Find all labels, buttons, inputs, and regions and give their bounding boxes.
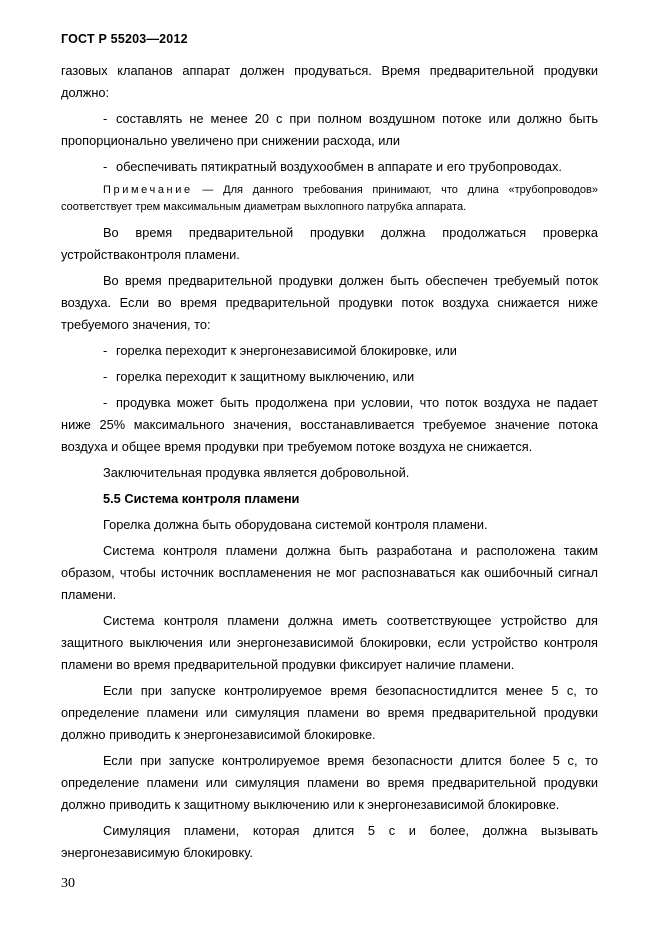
list-item-text: горелка переходит к защитному выключению, или bbox=[116, 369, 415, 384]
list-item-lockout bbox=[61, 340, 598, 362]
paragraph-intro-continuation: газовых клапанов аппарат должен продуваться. Время предварительной продувки должно: bbox=[61, 63, 598, 100]
page-number: 30 bbox=[61, 876, 75, 891]
paragraph-flame-check: Во время предварительной продувки должна продолжаться проверка устройстваконтроля пламени. bbox=[61, 225, 598, 262]
paragraph-s5: Если при запуске контролируемое время безопасности длится более 5 с, то определение пламени или симуляция пламени во время предварительной продувки должно приводить к защитному выключению или к энергонезависимой блокировке. bbox=[61, 753, 598, 812]
section-title: 5.5 Система контроля пламени bbox=[103, 491, 300, 506]
list-item-text: продувка может быть продолжена при условии, что поток воздуха не падает ниже 25% максимального значения, восстанавливается требуемое значение потока воздуха и общее время продувки при требуемом потоке воздуха не снижается. bbox=[61, 395, 598, 454]
list-item-text: обеспечивать пятикратный воздухообмен в аппарате и его трубопроводах. bbox=[116, 159, 562, 174]
list-item-text: составлять не менее 20 с при полном воздушном потоке или должно быть пропорционально увеличено при снижении расхода, или bbox=[61, 111, 598, 148]
list-dash: - bbox=[103, 111, 108, 126]
list-item-fivefold-exchange bbox=[61, 156, 598, 178]
paragraph-airflow: Во время предварительной продувки должен быть обеспечен требуемый поток воздуха. Если во время предварительной продувки поток воздуха снижается ниже требуемого значения, то: bbox=[61, 273, 598, 332]
paragraph-s3: Система контроля пламени должна иметь соответствующее устройство для защитного выключения или энергонезависимой блокировки, если устройство контроля пламени во время предварительной продувки фиксирует наличие пламени. bbox=[61, 613, 598, 672]
list-dash: - bbox=[103, 343, 108, 358]
document-header: ГОСТ Р 55203—2012 bbox=[61, 32, 188, 46]
note-label: Примечание bbox=[103, 184, 193, 196]
paragraph-s1: Горелка должна быть оборудована системой контроля пламени. bbox=[103, 517, 488, 532]
paragraph-s4: Если при запуске контролируемое время безопасностидлится менее 5 с, то определение пламени или симуляция пламени во время предварительной продувки должно приводить к энергонезависимой блокировке. bbox=[61, 683, 598, 742]
list-item-safety-shutdown bbox=[61, 366, 598, 388]
paragraph-s2: Система контроля пламени должна быть разработана и расположена таким образом, чтобы источник воспламенения не мог распознаваться как ошибочный сигнал пламени. bbox=[61, 543, 598, 602]
list-item-min-20s bbox=[61, 108, 598, 152]
paragraph-s6: Симуляция пламени, которая длится 5 с и более, должна вызывать энергонезависимую блокировку. bbox=[61, 823, 598, 860]
note bbox=[61, 182, 598, 216]
list-dash: - bbox=[103, 369, 108, 384]
list-dash: - bbox=[103, 159, 108, 174]
paragraph-final-purge: Заключительная продувка является добровольной. bbox=[103, 465, 410, 480]
note-text: — Для данного требования принимают, что длина «трубопроводов» соответствует трем максимальным диаметрам выхлопного патрубка аппарата. bbox=[61, 184, 598, 213]
list-item-text: горелка переходит к энергонезависимой блокировке, или bbox=[116, 343, 457, 358]
document-body bbox=[61, 60, 598, 868]
list-dash: - bbox=[103, 395, 108, 410]
list-item-purge-continue bbox=[61, 392, 598, 458]
